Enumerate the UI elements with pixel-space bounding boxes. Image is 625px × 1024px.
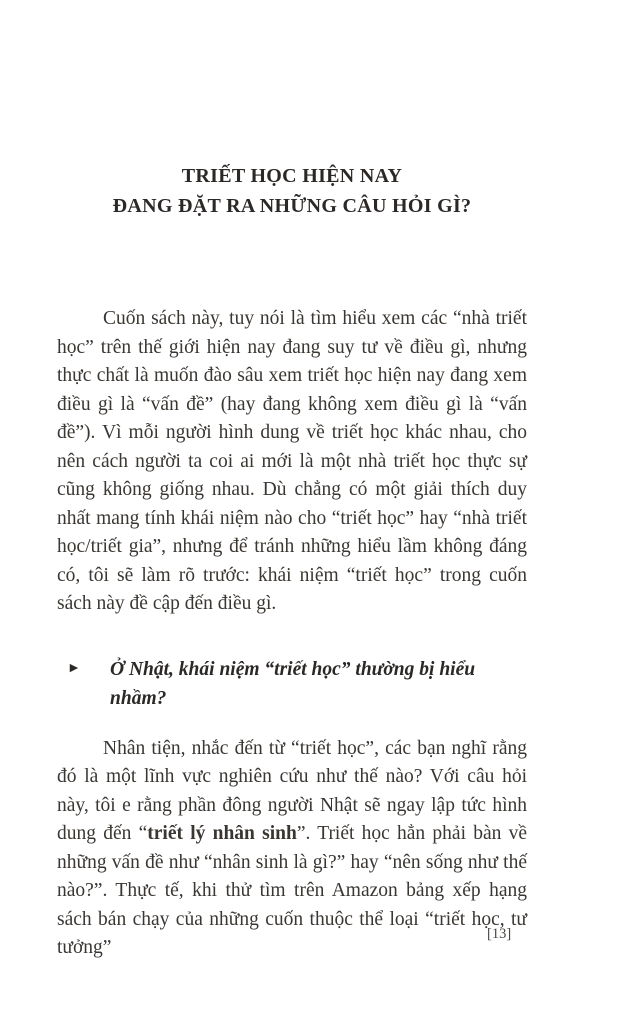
section-heading-text: Ở Nhật, khái niệm “triết học” thường bị hiểu nhầm? bbox=[110, 658, 476, 709]
chapter-title bbox=[57, 161, 527, 221]
book-page bbox=[57, 0, 527, 963]
section-heading bbox=[57, 655, 527, 713]
paragraph-2-text-continued: ”. Triết học hẳn phải bàn về những vấn đề như “nhân sinh là gì?” hay “nên sống như thế nào?”. Thực tế, khi thử tìm trên Amazon bảng xếp hạng sách bán chạy của những cuốn thuộc thể loại “triết học, tư tưởng” bbox=[57, 823, 527, 958]
paragraph-2-bold-term: triết lý nhân sinh bbox=[147, 823, 297, 844]
paragraph-2-text: Nhân tiện, nhắc đến từ “triết học”, các bạn nghĩ rằng đó là một lĩnh vực nghiên cứu như thế nào? Với câu hỏi này, tôi e rằng phần đông người Nhật sẽ ngay lập tức hình dung đến “ bbox=[57, 737, 527, 844]
chapter-title-line2: ĐANG ĐẶT RA NHỮNG CÂU HỎI GÌ? bbox=[112, 195, 472, 217]
paragraph-intro: Cuốn sách này, tuy nói là tìm hiểu xem các “nhà triết học” trên thế giới hiện nay đang suy tư về điều gì, nhưng thực chất là muốn đào sâu xem triết học hiện nay đang xem điều gì là “vấn đề” (hay đang không xem điều gì là “vấn đề”). Vì mỗi người hình dung về triết học khác nhau, cho nên cách người ta coi ai mới là một nhà triết học thực sự cũng không giống nhau. Dù chẳng có một giải thích duy nhất mang tính khái niệm nào cho “triết học” hay “nhà triết học/triết gia”, nhưng để tránh những hiểu lầm không đáng có, tôi sẽ làm rõ trước: khái niệm “triết học” trong cuốn sách này đề cập đến điều gì. bbox=[57, 308, 527, 614]
triangle-bullet-icon: ► bbox=[67, 660, 81, 676]
chapter-title-line1: TRIẾT HỌC HIỆN NAY bbox=[181, 165, 403, 187]
page-number: [13] bbox=[487, 926, 512, 942]
paragraph-japan-misunderstanding bbox=[57, 735, 527, 963]
